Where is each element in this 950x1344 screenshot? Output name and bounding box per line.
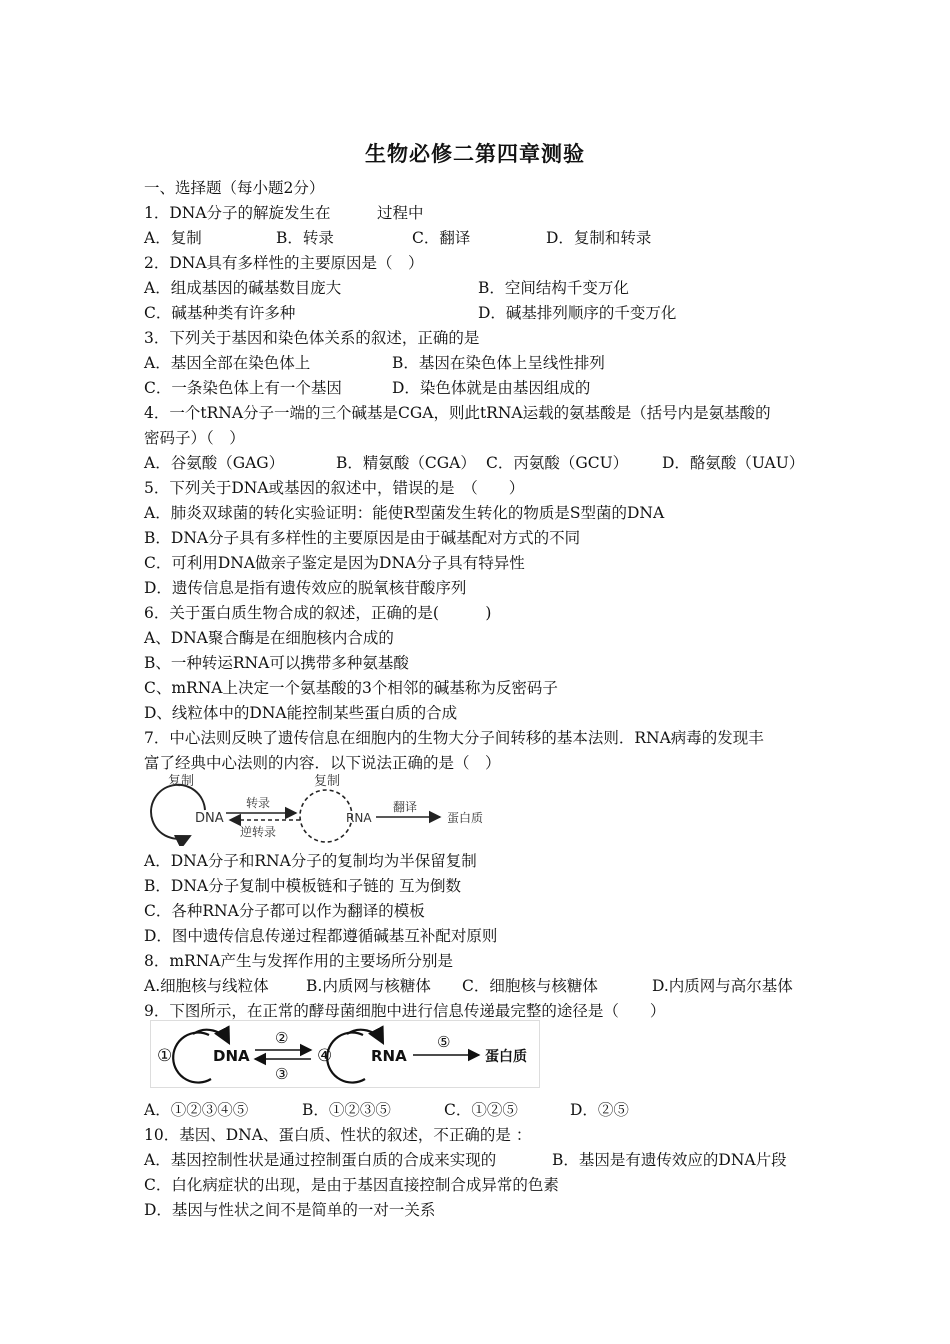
q8-option-c: C．细胞核与核糖体 (462, 977, 598, 995)
rna-replication-label: 复制 (314, 774, 341, 789)
q10-option-c: C．白化病症状的出现，是由于基因直接控制合成异常的色素 (144, 1176, 559, 1194)
rna-label: RNA (371, 1047, 407, 1065)
question-4-stem: 4．一个tRNA分子一端的三个碱基是CGA，则此tRNA运载的氨基酸是（括号内是氨基酸的 (144, 404, 771, 422)
q10-option-d: D．基因与性状之间不是简单的一对一关系 (144, 1201, 436, 1219)
dna-label: DNA (213, 1047, 250, 1065)
central-dogma-diagram (150, 770, 495, 846)
q3-option-b: B．基因在染色体上呈线性排列 (392, 354, 605, 372)
q6-option-b: B、一种转运RNA可以携带多种氨基酸 (144, 654, 409, 672)
dna-loop (173, 1033, 211, 1083)
q9-option-c: C．①②⑤ (444, 1101, 518, 1119)
transcription-label: 转录 (246, 796, 271, 810)
q4-option-b: B．精氨酸（CGA） (336, 454, 476, 472)
q3-option-d: D．染色体就是由基因组成的 (392, 379, 591, 397)
q4-option-a: A．谷氨酸（GAG） (144, 454, 285, 472)
q7-option-c: C．各种RNA分子都可以作为翻译的模板 (144, 902, 425, 920)
q1-option-d: D．复制和转录 (546, 229, 652, 247)
q6-option-c: C、mRNA上决定一个氨基酸的3个相邻的碱基称为反密码子 (144, 679, 558, 697)
label-n3: ③ (275, 1065, 289, 1083)
rna-label: RNA (346, 811, 372, 825)
question-9-stem: 9．下图所示，在正常的酵母菌细胞中进行信息传递最完整的途径是（ ） (144, 1002, 666, 1020)
q5-option-c: C．可利用DNA做亲子鉴定是因为DNA分子具有特异性 (144, 554, 525, 572)
q5-option-b: B．DNA分子具有多样性的主要原因是由于碱基配对方式的不同 (144, 529, 581, 547)
label-n1: ① (157, 1046, 173, 1066)
q2-option-d: D．碱基排列顺序的千变万化 (478, 304, 677, 322)
q7-option-a: A．DNA分子和RNA分子的复制均为半保留复制 (144, 852, 477, 870)
q5-option-d: D．遗传信息是指有遗传效应的脱氧核苷酸序列 (144, 579, 467, 597)
label-n5: ⑤ (437, 1033, 451, 1051)
q4-option-c: C．丙氨酸（GCU） (486, 454, 629, 472)
dna-label: DNA (195, 811, 224, 826)
question-4-stem-cont: 密码子）（ ） (144, 429, 245, 447)
question-8-stem: 8．mRNA产生与发挥作用的主要场所分别是 (144, 952, 453, 970)
question-1-stem: 1．DNA分子的解旋发生在 过程中 (144, 204, 424, 222)
q8-option-a: A.细胞核与线粒体 (144, 977, 269, 995)
question-6-stem: 6．关于蛋白质生物合成的叙述，正确的是( ) (144, 604, 492, 622)
label-n2: ② (275, 1029, 289, 1047)
q10-option-b: B．基因是有遗传效应的DNA片段 (552, 1151, 787, 1169)
q5-option-a: A．肺炎双球菌的转化实验证明：能使R型菌发生转化的物质是S型菌的DNA (144, 504, 665, 522)
q7-option-d: D．图中遗传信息传递过程都遵循碱基互补配对原则 (144, 927, 498, 945)
information-flow-diagram (150, 1020, 540, 1088)
protein-label: 蛋白质 (485, 1049, 527, 1065)
dna-replication-label: 复制 (168, 774, 195, 789)
question-10-stem: 10．基因、DNA、蛋白质、性状的叙述，不正确的是 ： (144, 1126, 532, 1144)
section-heading: 一、选择题（每小题2分） (144, 179, 325, 197)
q2-option-b: B．空间结构千变万化 (478, 279, 629, 297)
q1-option-b: B．转录 (276, 229, 334, 247)
q4-option-d: D．酪氨酸（UAU） (662, 454, 805, 472)
page-title: 生物必修二第四章测验 (365, 141, 585, 166)
translation-label: 翻译 (393, 800, 418, 814)
dna-loop-head (193, 1030, 229, 1043)
q9-option-d: D．②⑤ (570, 1101, 629, 1119)
q3-option-c: C．一条染色体上有一个基因 (144, 379, 342, 397)
question-7-stem-cont: 富了经典中心法则的内容．以下说法正确的是（ ） (144, 754, 501, 772)
question-2-stem: 2．DNA具有多样性的主要原因是（ ） (144, 254, 424, 272)
q1-option-a: A．复制 (144, 229, 202, 247)
q2-option-a: A．组成基因的碱基数目庞大 (144, 279, 342, 297)
rna-replication-loop (300, 790, 352, 842)
protein-label: 蛋白质 (447, 811, 484, 825)
q8-option-b: B.内质网与核糖体 (306, 977, 431, 995)
q6-option-d: D、线粒体中的DNA能控制某些蛋白质的合成 (144, 704, 458, 722)
q2-option-c: C．碱基种类有许多种 (144, 304, 296, 322)
q3-option-a: A．基因全部在染色体上 (144, 354, 311, 372)
rna-loop-head (347, 1030, 383, 1043)
label-n4: ④ (317, 1046, 333, 1066)
q8-option-d: D.内质网与高尔基体 (652, 977, 793, 995)
rna-loop (327, 1033, 365, 1083)
q6-option-a: A、DNA聚合酶是在细胞核内合成的 (144, 629, 394, 647)
question-5-stem: 5．下列关于DNA或基因的叙述中，错误的是 （ ） (144, 479, 525, 497)
q9-option-b: B．①②③⑤ (302, 1101, 391, 1119)
reverse-transcription-label: 逆转录 (240, 825, 277, 839)
q7-option-b: B．DNA分子复制中模板链和子链的 互为倒数 (144, 877, 462, 895)
q10-option-a: A．基因控制性状是通过控制蛋白质的合成来实现的 (144, 1151, 497, 1169)
q9-option-a: A．①②③④⑤ (144, 1101, 249, 1119)
question-3-stem: 3．下列关于基因和染色体关系的叙述，正确的是 (144, 329, 480, 347)
question-7-stem: 7．中心法则反映了遗传信息在细胞内的生物大分子间转移的基本法则．RNA病毒的发现丰 (144, 729, 764, 747)
q1-option-c: C．翻译 (412, 229, 471, 247)
